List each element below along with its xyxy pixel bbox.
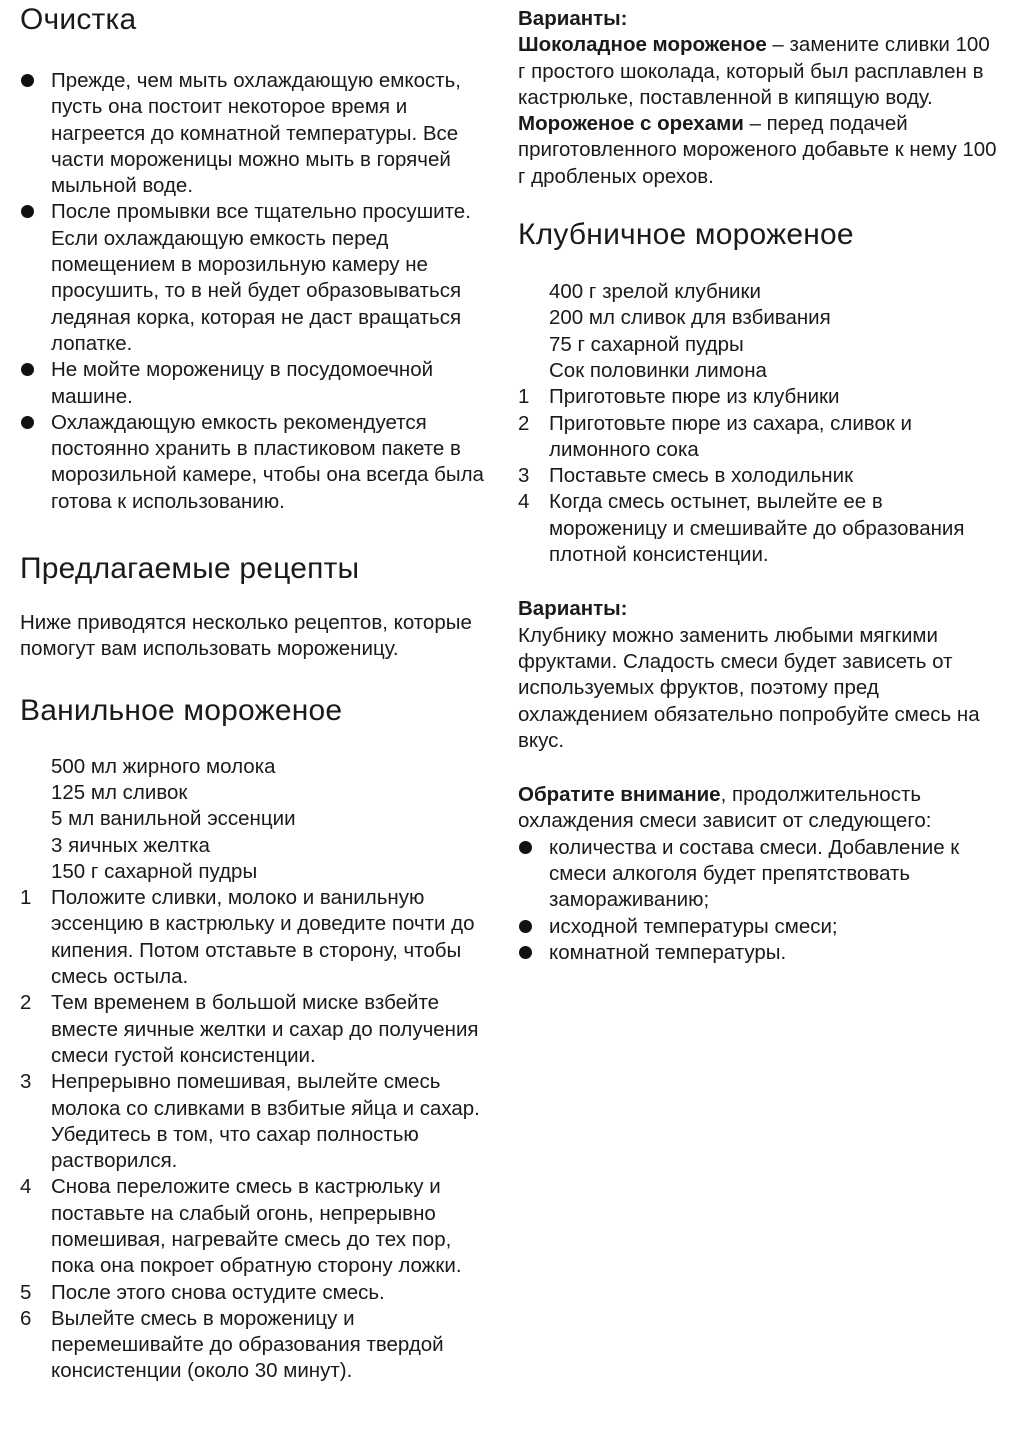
ingredient: 150 г сахарной пудры xyxy=(51,859,258,883)
step-number: 6 xyxy=(20,1306,32,1330)
cleaning-list xyxy=(20,68,490,515)
ingredient: 5 мл ванильной эссенции xyxy=(51,807,296,831)
variants-text: Клубнику можно заменить любыми мягкими фруктами. Сладость смеси будет зависеть от используемых фруктов, поэтому пред охлаждением обязательно попробуйте смесь на вкус. xyxy=(518,623,980,752)
variant-nuts-name: Мороженое с орехами xyxy=(518,112,744,136)
section-title-recipes: Предлагаемые рецепты xyxy=(20,552,360,586)
ingredient: 3 яичных желтка xyxy=(51,833,210,857)
step-text: Приготовьте пюре из сахара, сливок и лимонного сока xyxy=(549,411,912,461)
step-item xyxy=(518,411,998,464)
step-text: Непрерывно помешивая, вылейте смесь молока со сливками в взбитые яйца и сахар. Убедитесь в том, что сахар полностью растворился. xyxy=(51,1070,480,1173)
left-column xyxy=(20,0,490,1385)
variants-title: Варианты: xyxy=(518,597,628,621)
step-number: 1 xyxy=(518,385,530,409)
step-item xyxy=(20,885,490,990)
step-item xyxy=(518,384,998,410)
list-item: Прежде, чем мыть охлаждающую емкость, пусть она постоит некоторое время и нагреется до комнатной температуры. Все части мороженицы можно мыть в горячей мыльной воде. xyxy=(20,68,490,199)
list-item: комнатной температуры. xyxy=(518,940,998,966)
strawberry-ingredients xyxy=(518,279,998,384)
note-label: Обратите внимание xyxy=(518,783,721,807)
variants-section xyxy=(518,6,998,190)
step-number: 4 xyxy=(518,490,530,514)
step-item xyxy=(20,990,490,1069)
step-item xyxy=(20,1174,490,1279)
step-text: Снова переложите смесь в кастрюльку и поставьте на слабый огонь, непрерывно помешивая, нагревайте смесь до тех пор, пока она покроет обратную сторону ложки. xyxy=(51,1175,462,1278)
step-number: 5 xyxy=(20,1280,32,1304)
section-title-vanilla: Ванильное мороженое xyxy=(20,693,343,727)
recipes-intro: Ниже приводятся несколько рецептов, которые помогут вам использовать мороженицу. xyxy=(20,611,472,661)
step-text: Поставьте смесь в холодильник xyxy=(549,464,854,488)
list-item: После промывки все тщательно просушите. Если охлаждающую емкость перед помещением в морозильную камеру не просушить, то в ней будет образовываться ледяная корка, которая не даст вращаться лопатке. xyxy=(20,199,490,357)
variant-chocolate-name: Шоколадное мороженое xyxy=(518,33,767,57)
ingredient: 125 мл сливок xyxy=(51,780,188,804)
step-number: 1 xyxy=(20,886,32,910)
variant-chocolate xyxy=(518,32,998,111)
note-list xyxy=(518,835,998,966)
step-text: Тем временем в большой миске взбейте вместе яичные желтки и сахар до получения смеси густой консистенции. xyxy=(51,991,479,1067)
section-title-strawberry: Клубничное мороженое xyxy=(518,218,854,252)
step-item xyxy=(20,1069,490,1174)
note-text: , продолжительность охлаждения смеси зависит от следующего: xyxy=(518,783,932,833)
vanilla-steps xyxy=(20,885,490,1385)
variant-chocolate-text: – замените сливки 100 г простого шоколада, который был расплавлен в кастрюльке, поставленной в кипящую воду. xyxy=(518,33,990,109)
ingredient: 500 мл жирного молока xyxy=(51,754,276,778)
step-item xyxy=(518,489,998,568)
step-number: 2 xyxy=(20,991,32,1015)
vanilla-ingredients xyxy=(20,754,490,885)
step-item xyxy=(518,463,998,489)
step-text: Когда смесь остынет, вылейте ее в мороженицу и смешивайте до образования плотной консистенции. xyxy=(549,490,965,567)
step-text: Положите сливки, молоко и ванильную эссенцию в кастрюльку и доведите почти до кипения. Потом отставьте в сторону, чтобы смесь остыла. xyxy=(51,886,475,989)
ingredient: 75 г сахарной пудры xyxy=(549,332,744,356)
variant-nuts-text: – перед подачей приготовленного мороженого добавьте к нему 100 г дробленых орехов. xyxy=(518,112,997,188)
note-section xyxy=(518,782,998,966)
step-number: 3 xyxy=(20,1070,32,1094)
variant-nuts xyxy=(518,111,998,190)
step-text: Вылейте смесь в мороженицу и перемешивайте до образования твердой консистенции (около 30 минут). xyxy=(51,1306,444,1383)
list-item: количества и состава смеси. Добавление к смеси алкоголя будет препятствовать замораживанию; xyxy=(518,835,998,914)
note-paragraph xyxy=(518,782,998,835)
step-number: 3 xyxy=(518,464,530,488)
list-item: Не мойте мороженицу в посудомоечной машине. xyxy=(20,357,490,410)
step-text: После этого снова остудите смесь. xyxy=(51,1280,385,1304)
ingredient: 200 мл сливок для взбивания xyxy=(549,306,831,330)
step-text: Приготовьте пюре из клубники xyxy=(549,385,840,409)
variants-section xyxy=(518,596,998,754)
ingredient: Сок половинки лимона xyxy=(549,358,767,382)
step-item xyxy=(20,1280,490,1306)
step-number: 2 xyxy=(518,411,530,435)
step-item xyxy=(20,1306,490,1385)
list-item: Охлаждающую емкость рекомендуется постоянно хранить в пластиковом пакете в морозильной камере, чтобы она всегда была готова к использованию. xyxy=(20,410,490,515)
section-title-cleaning: Очистка xyxy=(20,3,137,36)
strawberry-steps xyxy=(518,384,998,568)
variants-title: Варианты: xyxy=(518,7,628,30)
ingredient: 400 г зрелой клубники xyxy=(549,280,761,304)
step-number: 4 xyxy=(20,1175,32,1199)
right-column xyxy=(518,0,998,966)
list-item: исходной температуры смеси; xyxy=(518,914,998,940)
